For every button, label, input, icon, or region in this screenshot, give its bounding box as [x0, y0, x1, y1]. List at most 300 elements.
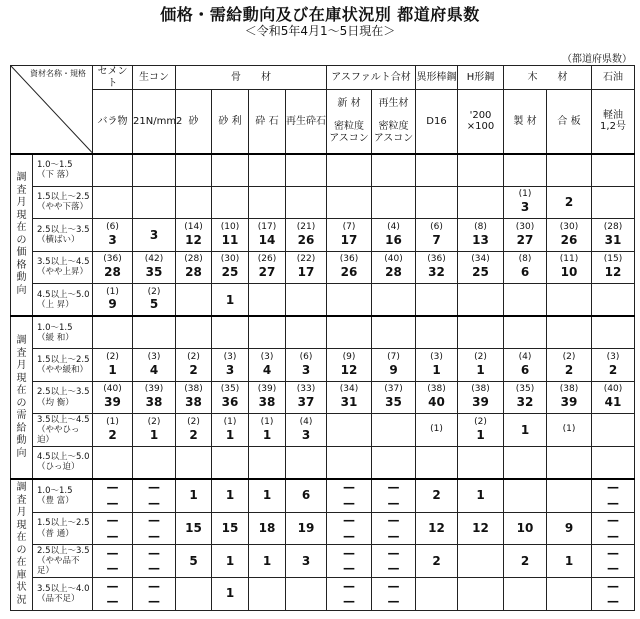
section-label: 調 査 月 現 在 の 在 庫 状 況 [11, 479, 33, 611]
dash-mark: — [607, 594, 619, 609]
range-label: 2.5以上～3.5 （均 衡） [33, 381, 93, 414]
dash-mark: — [387, 512, 400, 527]
current-value: 12 [604, 265, 622, 280]
dash-mark: — [148, 561, 160, 576]
data-cell [504, 251, 547, 284]
previous-value: (7) [387, 351, 400, 362]
current-value: 6 [520, 362, 530, 377]
dash-mark: — [387, 561, 400, 576]
previous-value: (28) [603, 221, 623, 232]
previous-value: (34) [339, 384, 359, 395]
previous-value: (22) [296, 254, 316, 265]
dash-mark: — [607, 561, 619, 576]
data-cell [176, 316, 212, 349]
data-cell [592, 578, 635, 611]
data-cell [592, 446, 635, 479]
previous-value: (35) [220, 384, 240, 395]
current-value: 1 [225, 427, 235, 442]
data-cell [372, 219, 416, 252]
previous-value: (15) [603, 254, 623, 265]
data-cell [327, 154, 372, 187]
data-cell [249, 349, 286, 382]
current-value: 13 [472, 232, 489, 247]
previous-value: (39) [144, 384, 164, 395]
previous-value: (38) [427, 384, 446, 395]
material-group-header: 異形棒鋼 [416, 66, 458, 90]
data-cell [286, 349, 327, 382]
previous-value: (30) [515, 221, 535, 232]
dash-mark: — [148, 594, 160, 609]
material-spec-header: バラ物 [93, 90, 133, 154]
previous-value: (38) [184, 384, 203, 395]
data-cell [547, 316, 592, 349]
material-spec-header: 新 材 密粒度 アスコン [327, 90, 372, 154]
dash-mark: — [387, 480, 400, 495]
data-cell [212, 219, 249, 252]
current-value: 1 [189, 488, 198, 503]
data-cell [416, 446, 458, 479]
previous-value: (4) [299, 417, 313, 427]
current-value: 38 [258, 395, 276, 410]
current-value: 2 [564, 362, 574, 377]
data-cell [504, 219, 547, 252]
data-cell [327, 578, 372, 611]
data-cell [372, 414, 416, 447]
data-cell [93, 251, 133, 284]
data-cell [212, 251, 249, 284]
data-cell [286, 219, 327, 252]
dash-mark: — [607, 578, 619, 593]
dash-mark: — [343, 561, 355, 576]
data-cell [176, 512, 212, 545]
range-label: 3.5以上～4.5 （やや上昇） [33, 251, 93, 284]
current-value: 18 [258, 520, 276, 535]
data-cell [327, 284, 372, 317]
current-value: 39 [472, 395, 489, 410]
data-cell [176, 545, 212, 578]
current-value: 12 [428, 520, 445, 535]
data-cell [327, 446, 372, 479]
current-value: 27 [516, 232, 534, 247]
current-value: 2 [189, 362, 198, 377]
material-spec-header: D16 [416, 90, 458, 154]
current-value: 2 [108, 427, 117, 442]
current-value: 26 [560, 232, 578, 247]
current-value: 1 [225, 553, 235, 568]
current-value: 16 [385, 232, 402, 247]
material-group-header: H形鋼 [458, 66, 504, 90]
current-value: 10 [516, 520, 534, 535]
previous-value: (36) [427, 254, 446, 265]
previous-value: (6) [106, 221, 119, 232]
data-cell [212, 349, 249, 382]
previous-value: (2) [187, 417, 200, 427]
current-value: 12 [472, 520, 489, 535]
data-cell [212, 316, 249, 349]
current-value: 1 [225, 292, 235, 307]
previous-value: (37) [384, 384, 403, 395]
data-cell [176, 578, 212, 611]
data-cell [176, 349, 212, 382]
previous-value: (11) [559, 254, 579, 265]
data-cell [133, 479, 176, 512]
current-value: 1 [225, 488, 235, 503]
data-cell [176, 479, 212, 512]
current-value: 6 [520, 265, 530, 280]
page-subtitle: ＜令和5年4月1～5日現在＞ [244, 24, 396, 38]
previous-value: (36) [339, 254, 359, 265]
data-cell [212, 479, 249, 512]
survey-table [10, 65, 635, 611]
data-cell [212, 446, 249, 479]
data-cell [212, 578, 249, 611]
previous-value: (1) [260, 417, 274, 427]
data-cell [133, 446, 176, 479]
previous-value: (10) [220, 221, 240, 232]
data-cell [416, 381, 458, 414]
data-cell [249, 154, 286, 187]
material-group-header: セメント [93, 66, 133, 90]
previous-value: (8) [518, 254, 532, 265]
current-value: 28 [185, 265, 202, 280]
dash-mark: — [343, 578, 355, 593]
data-cell [416, 349, 458, 382]
data-cell [504, 186, 547, 219]
current-value: 3 [301, 427, 311, 442]
data-cell [93, 578, 133, 611]
current-value: 40 [428, 395, 445, 410]
current-value: 38 [145, 395, 163, 410]
data-cell [212, 414, 249, 447]
current-value: 15 [221, 520, 239, 535]
data-cell [458, 349, 504, 382]
data-cell [176, 154, 212, 187]
data-cell [327, 186, 372, 219]
data-cell [133, 284, 176, 317]
previous-value: (1) [430, 424, 443, 435]
material-spec-header: 21N/mm2 [133, 90, 176, 154]
range-label: 4.5以上～5.0 （ひっ迫） [33, 446, 93, 479]
data-cell [458, 219, 504, 252]
current-value: 3 [301, 362, 311, 377]
current-value: 9 [108, 297, 117, 312]
current-value: 35 [385, 395, 402, 410]
current-value: 31 [340, 395, 358, 410]
current-value: 1 [262, 427, 272, 442]
data-cell [458, 284, 504, 317]
range-label: 3.5以上～4.0 （品不足） [33, 578, 93, 611]
dash-mark: — [148, 495, 160, 510]
data-cell [286, 479, 327, 512]
current-value: 3 [520, 200, 530, 215]
range-label: 1.5以上～2.5 （やや緩和） [33, 349, 93, 382]
data-cell [416, 219, 458, 252]
previous-value: (1) [562, 424, 576, 435]
range-label: 2.5以上～3.5 （横ばい） [33, 219, 93, 252]
data-cell [416, 186, 458, 219]
data-cell [592, 349, 635, 382]
previous-value: (40) [384, 254, 403, 265]
data-cell [547, 154, 592, 187]
previous-value: (38) [559, 384, 579, 395]
range-label: 1.0～1.5 （豊 富） [33, 479, 93, 512]
current-value: 36 [221, 395, 239, 410]
data-cell [133, 414, 176, 447]
current-value: 1 [476, 362, 485, 377]
data-cell [286, 186, 327, 219]
data-cell [372, 154, 416, 187]
current-value: 39 [104, 395, 121, 410]
dash-mark: — [106, 561, 119, 576]
current-value: 17 [340, 232, 358, 247]
dash-mark: — [106, 545, 119, 560]
current-value: 11 [221, 232, 239, 247]
current-value: 19 [297, 520, 315, 535]
previous-value: (7) [342, 221, 356, 232]
data-cell [372, 251, 416, 284]
data-cell [372, 186, 416, 219]
current-value: 1 [149, 427, 159, 442]
data-cell [286, 154, 327, 187]
data-cell [249, 414, 286, 447]
previous-value: (6) [430, 221, 443, 232]
current-value: 10 [560, 265, 578, 280]
previous-value: (4) [518, 351, 532, 362]
data-cell [93, 316, 133, 349]
data-cell [504, 381, 547, 414]
data-cell [93, 479, 133, 512]
data-cell [504, 512, 547, 545]
previous-value: (14) [184, 221, 203, 232]
previous-value: (2) [474, 351, 487, 362]
current-value: 39 [560, 395, 578, 410]
current-value: 17 [297, 265, 315, 280]
data-cell [93, 414, 133, 447]
current-value: 3 [149, 227, 159, 242]
previous-value: (2) [106, 351, 119, 362]
material-group-header: 生コン [133, 66, 176, 90]
data-cell [249, 186, 286, 219]
data-cell [327, 251, 372, 284]
data-cell [547, 186, 592, 219]
data-cell [416, 479, 458, 512]
data-cell [372, 512, 416, 545]
dash-mark: — [106, 594, 119, 609]
data-cell [249, 446, 286, 479]
data-cell [133, 349, 176, 382]
previous-value: (40) [103, 384, 122, 395]
data-cell [372, 578, 416, 611]
data-cell [93, 381, 133, 414]
dash-mark: — [148, 545, 160, 560]
data-cell [176, 446, 212, 479]
data-cell [547, 512, 592, 545]
previous-value: (2) [147, 286, 161, 297]
data-cell [458, 545, 504, 578]
previous-value: (9) [342, 351, 356, 362]
data-cell [458, 578, 504, 611]
data-cell [286, 316, 327, 349]
data-cell [416, 316, 458, 349]
current-value: 25 [221, 265, 239, 280]
material-group-header: 木 材 [504, 66, 592, 90]
current-value: 2 [608, 362, 618, 377]
dash-mark: — [106, 578, 119, 593]
material-spec-header: '200 ×100 [458, 90, 504, 154]
corner-label: 資材名称・規格 [30, 69, 86, 78]
data-cell [327, 545, 372, 578]
previous-value: (2) [562, 351, 576, 362]
dash-mark: — [387, 545, 400, 560]
data-cell [327, 479, 372, 512]
data-cell [176, 414, 212, 447]
data-cell [372, 381, 416, 414]
current-value: 1 [476, 427, 485, 442]
data-cell [93, 154, 133, 187]
range-label: 1.0～1.5 （緩 和） [33, 316, 93, 349]
data-cell [176, 251, 212, 284]
data-cell [286, 446, 327, 479]
previous-value: (36) [103, 254, 122, 265]
current-value: 1 [432, 362, 441, 377]
current-value: 14 [258, 232, 276, 247]
data-cell [504, 479, 547, 512]
dash-mark: — [343, 512, 355, 527]
data-cell [176, 381, 212, 414]
data-cell [133, 251, 176, 284]
data-cell [286, 284, 327, 317]
dash-mark: — [343, 495, 355, 510]
data-cell [504, 545, 547, 578]
data-cell [249, 284, 286, 317]
current-value: 6 [301, 488, 311, 503]
current-value: 32 [516, 395, 534, 410]
data-cell [504, 578, 547, 611]
data-cell [592, 381, 635, 414]
data-cell [176, 186, 212, 219]
previous-value: (39) [257, 384, 277, 395]
data-cell [592, 154, 635, 187]
current-value: 2 [564, 195, 574, 210]
data-cell [547, 251, 592, 284]
data-cell [133, 316, 176, 349]
dash-mark: — [343, 528, 355, 543]
dash-mark: — [343, 480, 355, 495]
data-cell [249, 381, 286, 414]
data-cell [416, 284, 458, 317]
data-cell [212, 545, 249, 578]
current-value: 5 [189, 553, 198, 568]
data-cell [547, 219, 592, 252]
data-cell [372, 316, 416, 349]
previous-value: (30) [559, 221, 579, 232]
dash-mark: — [106, 495, 119, 510]
data-cell [504, 349, 547, 382]
previous-value: (1) [518, 189, 532, 200]
dash-mark: — [148, 578, 160, 593]
current-value: 1 [476, 488, 485, 503]
dash-mark: — [148, 512, 160, 527]
material-spec-header: 再生材 密粒度 アスコン [372, 90, 416, 154]
current-value: 32 [428, 265, 445, 280]
data-cell [133, 381, 176, 414]
current-value: 3 [225, 362, 235, 377]
data-cell [458, 381, 504, 414]
data-cell [592, 316, 635, 349]
previous-value: (1) [106, 417, 119, 427]
dash-mark: — [607, 495, 619, 510]
data-cell [327, 219, 372, 252]
previous-value: (33) [296, 384, 316, 395]
dash-mark: — [106, 480, 119, 495]
data-cell [286, 381, 327, 414]
data-cell [504, 284, 547, 317]
previous-value: (6) [299, 351, 313, 362]
data-cell [458, 414, 504, 447]
previous-value: (21) [296, 221, 316, 232]
material-spec-header: 砂 利 [212, 90, 249, 154]
range-label: 1.0～1.5 （下 落） [33, 154, 93, 187]
dash-mark: — [343, 545, 355, 560]
data-cell [416, 578, 458, 611]
data-cell [286, 251, 327, 284]
data-cell [592, 251, 635, 284]
previous-value: (28) [184, 254, 203, 265]
material-spec-header: 再生砕石 [286, 90, 327, 154]
data-cell [249, 316, 286, 349]
material-group-header: 石油 [592, 66, 635, 90]
current-value: 1 [262, 488, 272, 503]
current-value: 12 [185, 232, 202, 247]
data-cell [592, 414, 635, 447]
previous-value: (26) [257, 254, 277, 265]
current-value: 5 [149, 297, 159, 312]
data-cell [458, 512, 504, 545]
previous-value: (2) [187, 351, 200, 362]
previous-value: (3) [260, 351, 274, 362]
dash-mark: — [343, 594, 355, 609]
data-cell [286, 578, 327, 611]
previous-value: (1) [106, 286, 119, 297]
data-cell [286, 512, 327, 545]
data-cell [458, 316, 504, 349]
dash-mark: — [387, 594, 400, 609]
range-label: 2.5以上～3.5 （やや品不足） [33, 545, 93, 578]
current-value: 7 [432, 232, 441, 247]
range-label: 1.5以上～2.5 （普 通） [33, 512, 93, 545]
data-cell [286, 414, 327, 447]
data-cell [212, 186, 249, 219]
current-value: 26 [340, 265, 358, 280]
data-cell [212, 284, 249, 317]
current-value: 12 [340, 362, 358, 377]
data-cell [458, 186, 504, 219]
current-value: 9 [389, 362, 398, 377]
data-cell [212, 512, 249, 545]
data-cell [133, 186, 176, 219]
data-cell [249, 251, 286, 284]
data-cell [176, 284, 212, 317]
current-value: 37 [297, 395, 315, 410]
data-cell [327, 381, 372, 414]
data-cell [176, 219, 212, 252]
previous-value: (2) [147, 417, 161, 427]
current-value: 26 [297, 232, 315, 247]
current-value: 1 [564, 553, 574, 568]
current-value: 15 [185, 520, 202, 535]
data-cell [372, 479, 416, 512]
dash-mark: — [607, 512, 619, 527]
